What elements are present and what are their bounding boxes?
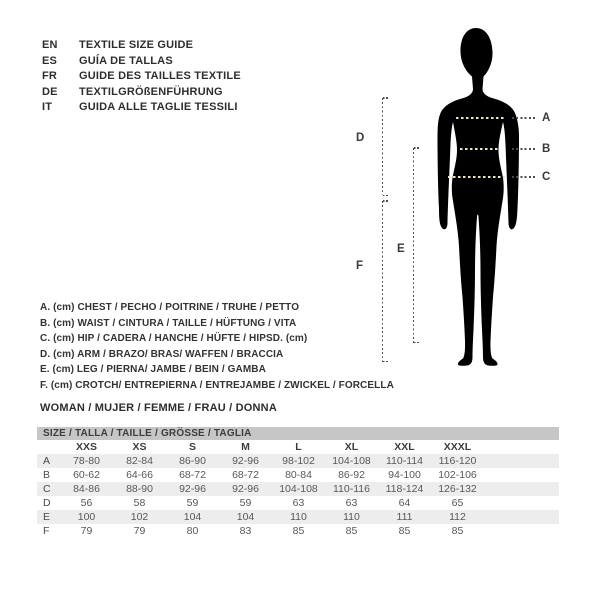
filler xyxy=(484,510,559,524)
size-cell: 92-96 xyxy=(179,483,206,495)
language-title-block xyxy=(42,38,241,116)
size-cell: 64-66 xyxy=(126,469,153,481)
size-cell: 79 xyxy=(80,525,93,537)
size-cell: 88-90 xyxy=(126,483,153,495)
size-cell: 63 xyxy=(292,497,305,509)
size-cell: 116-120 xyxy=(438,455,477,467)
crotch-line-top-tick xyxy=(383,200,388,202)
legend-line-crotch: F. (cm) CROTCH/ ENTREPIERNA / ENTREJAMBE / ZWICKEL / FORCELLA xyxy=(40,379,394,391)
table-row xyxy=(37,496,559,510)
size-table xyxy=(37,427,559,538)
size-cell: 85 xyxy=(451,525,464,537)
size-cell: 63 xyxy=(345,497,358,509)
language-row xyxy=(42,85,241,101)
size-cell: 84-86 xyxy=(73,483,100,495)
filler xyxy=(484,454,559,468)
size-cell: 112 xyxy=(449,511,466,523)
size-cell: 104-108 xyxy=(332,455,371,467)
measure-label-c: C xyxy=(542,170,551,183)
legend-line-arm: D. (cm) ARM / BRAZO/ BRAS/ WAFFEN / BRACCIA xyxy=(40,348,284,360)
chest-connector-line xyxy=(512,117,536,119)
table-row xyxy=(37,482,559,496)
measure-label-d: D xyxy=(356,132,365,144)
size-cell: 80 xyxy=(186,525,199,537)
measure-label-e: E xyxy=(397,242,405,255)
guide-title: TEXTILE SIZE GUIDE xyxy=(79,39,194,51)
size-cell: 126-132 xyxy=(438,483,477,495)
language-row xyxy=(42,38,241,54)
measurement-legend xyxy=(40,300,394,393)
size-col-header: XS xyxy=(132,441,147,453)
size-cell: 110-116 xyxy=(333,483,370,495)
arm-line-bottom-tick xyxy=(383,195,388,197)
language-row xyxy=(42,69,241,85)
measure-label-b: B xyxy=(542,142,551,155)
row-label: C xyxy=(43,483,51,495)
size-cell: 102 xyxy=(130,511,149,523)
guide-title: GUIDE DES TAILLES TEXTILE xyxy=(79,70,241,83)
filler xyxy=(484,496,559,510)
size-cell: 86-92 xyxy=(338,469,365,481)
size-cell: 79 xyxy=(133,525,146,537)
waist-connector-line xyxy=(512,148,536,150)
size-cell: 104 xyxy=(236,511,255,523)
hip-connector-line xyxy=(512,176,536,178)
size-cell: 85 xyxy=(345,525,358,537)
size-cell: 64 xyxy=(398,497,411,509)
size-cell: 104-108 xyxy=(279,483,318,495)
size-cell: 110-114 xyxy=(386,455,423,467)
row-label: A xyxy=(43,455,51,467)
filler xyxy=(484,524,559,538)
language-row xyxy=(42,100,241,116)
filler xyxy=(484,468,559,482)
size-cell: 86-90 xyxy=(179,455,206,467)
table-row xyxy=(37,524,559,538)
table-row xyxy=(37,454,559,468)
hip-line xyxy=(448,176,505,178)
guide-title: GUIDA ALLE TAGLIE TESSILI xyxy=(79,101,238,114)
size-cell: 110 xyxy=(343,511,360,523)
size-cell: 118-124 xyxy=(385,483,424,495)
size-cell: 85 xyxy=(292,525,305,537)
woman-silhouette xyxy=(435,26,527,366)
size-col-header: XXL xyxy=(394,441,415,453)
language-code: ES xyxy=(42,54,58,67)
size-cell: 82-84 xyxy=(126,455,153,467)
size-cell: 59 xyxy=(186,497,199,509)
chest-line xyxy=(456,117,504,119)
size-cell: 56 xyxy=(80,497,93,509)
leg-line-top-tick xyxy=(414,147,419,149)
size-col-header: S xyxy=(188,441,196,453)
guide-title: TEXTILGRÖßENFÜHRUNG xyxy=(79,85,223,98)
language-code: FR xyxy=(42,70,58,83)
size-cell: 102-106 xyxy=(438,469,477,481)
row-label: F xyxy=(43,525,50,537)
size-cell: 83 xyxy=(239,525,252,537)
row-label xyxy=(37,440,60,454)
legend-line-hip: C. (cm) HIP / CADERA / HANCHE / HÜFTE / HIPSD. (cm) xyxy=(40,333,308,344)
size-cell: 68-72 xyxy=(232,469,259,481)
legend-line-waist: B. (cm) WAIST / CINTURA / TAILLE / HÜFTUNG / VITA xyxy=(40,317,297,329)
table-row xyxy=(37,510,559,524)
size-cell: 100 xyxy=(77,511,96,523)
size-cell: 78-80 xyxy=(73,455,100,467)
size-cell: 104 xyxy=(183,511,202,523)
filler xyxy=(484,440,559,454)
arm-measure-line xyxy=(382,98,384,195)
size-header-row xyxy=(37,440,559,454)
row-label: B xyxy=(43,469,51,481)
measure-label-f: F xyxy=(356,259,364,272)
size-cell: 94-100 xyxy=(388,469,421,481)
size-cell: 60-62 xyxy=(73,469,100,481)
size-table-header: SIZE / TALLA / TAILLE / GRÖSSE / TAGLIA xyxy=(37,427,559,440)
size-cell: 110 xyxy=(290,511,307,523)
size-cell: 68-72 xyxy=(179,469,206,481)
size-cell: 98-102 xyxy=(282,455,315,467)
language-code: EN xyxy=(42,39,58,51)
language-code: IT xyxy=(42,101,53,114)
leg-line-bottom-tick xyxy=(414,342,419,344)
guide-title: GUÍA DE TALLAS xyxy=(79,54,173,67)
size-cell: 65 xyxy=(451,497,464,509)
size-col-header: XL xyxy=(344,441,359,453)
size-cell: 59 xyxy=(239,497,252,509)
filler xyxy=(484,482,559,496)
leg-measure-line xyxy=(413,148,415,343)
size-cell: 92-96 xyxy=(232,483,259,495)
size-col-header: M xyxy=(241,441,250,453)
size-col-header: XXXL xyxy=(443,441,472,453)
table-row xyxy=(37,468,559,482)
size-col-header: XXS xyxy=(75,441,97,453)
language-code: DE xyxy=(42,85,58,98)
legend-line-leg: E. (cm) LEG / PIERNA/ JAMBE / BEIN / GAMBA xyxy=(40,364,266,375)
size-cell: 85 xyxy=(398,525,411,537)
size-cell: 111 xyxy=(396,511,413,523)
row-label: D xyxy=(43,497,51,509)
size-cell: 58 xyxy=(133,497,146,509)
measure-label-a: A xyxy=(542,111,551,124)
size-cell: 92-96 xyxy=(232,455,259,467)
gender-heading: WOMAN / MUJER / FEMME / FRAU / DONNA xyxy=(40,402,277,414)
size-cell: 80-84 xyxy=(285,469,312,481)
arm-line-top-tick xyxy=(383,97,388,99)
row-label: E xyxy=(43,511,51,523)
language-row xyxy=(42,54,241,70)
waist-line xyxy=(460,148,500,150)
legend-line-chest: A. (cm) CHEST / PECHO / POITRINE / TRUHE / PETTO xyxy=(40,302,300,313)
size-col-header: L xyxy=(295,441,302,453)
